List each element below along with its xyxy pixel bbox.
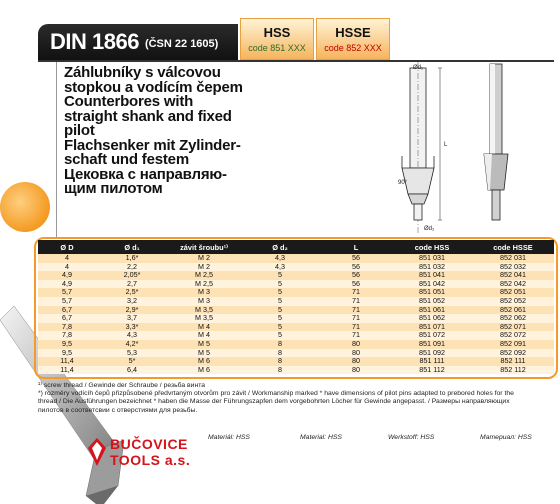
- table-cell: 56: [320, 263, 392, 272]
- table-cell: 852 091: [472, 340, 554, 349]
- table-cell: 5: [240, 297, 320, 306]
- table-cell: 5: [240, 314, 320, 323]
- table-cell: 71: [320, 306, 392, 315]
- orange-dot-decoration: [0, 182, 50, 232]
- table-cell: 56: [320, 254, 392, 263]
- table-cell: 852 032: [472, 263, 554, 272]
- table-cell: 9,5: [38, 349, 96, 358]
- table-cell: 4,2*: [96, 340, 168, 349]
- table-cell: 851 092: [392, 349, 472, 358]
- col-header-code-hss: code HSS: [392, 240, 472, 254]
- table-cell: 5: [240, 306, 320, 315]
- table-cell: 80: [320, 357, 392, 366]
- table-cell: M 6: [168, 366, 240, 375]
- table-cell: 4,3: [240, 263, 320, 272]
- table-cell: 9,5: [38, 340, 96, 349]
- table-cell: M 2,5: [168, 280, 240, 289]
- footnote-line: ¹⁾ screw thread / Gewinde der Schraube / резьба винта: [38, 382, 206, 389]
- table-row: [38, 357, 554, 366]
- footer-material-en: Material: HSS: [300, 434, 342, 441]
- table-cell: 2,9*: [96, 306, 168, 315]
- table-cell: 8: [240, 366, 320, 375]
- logo-line-1: BUČOVICE: [110, 436, 188, 452]
- table-cell: 8: [240, 357, 320, 366]
- table-cell: M 5: [168, 340, 240, 349]
- table-row: [38, 263, 554, 272]
- table-cell: 851 111: [392, 357, 472, 366]
- table-cell: 851 041: [392, 271, 472, 280]
- title-line: pilot: [64, 122, 95, 139]
- table-cell: 2,2: [96, 263, 168, 272]
- table-cell: 851 051: [392, 288, 472, 297]
- table-cell: 3,7: [96, 314, 168, 323]
- table-cell: M 4: [168, 323, 240, 332]
- table-cell: 5: [240, 288, 320, 297]
- table-row: [38, 349, 554, 358]
- footnote-line: пилотов в соответсвии с отверстиями для резьбы.: [38, 406, 198, 414]
- dimension-table: [38, 240, 554, 374]
- title-line: щим пилотом: [64, 180, 163, 197]
- table-cell: 5: [240, 280, 320, 289]
- table-cell: 4,3: [96, 331, 168, 340]
- title-line: Záhlubníky s válcovou: [64, 64, 221, 81]
- table-cell: 5,7: [38, 297, 96, 306]
- table-row: [38, 331, 554, 340]
- table-cell: 851 091: [392, 340, 472, 349]
- title-line: Цековка с направляю-: [64, 165, 227, 183]
- company-logo: [110, 436, 190, 468]
- material-code: code 851 XXX: [248, 43, 306, 53]
- table-cell: 11,4: [38, 357, 96, 366]
- table-cell: 71: [320, 323, 392, 332]
- footer-material-ru: Материал: HSS: [480, 434, 532, 441]
- drawing-d1-label: Ød₁: [412, 65, 424, 71]
- table-cell: M 6: [168, 357, 240, 366]
- table-cell: 852 072: [472, 331, 554, 340]
- material-code: code 852 XXX: [324, 43, 382, 53]
- table-cell: 851 052: [392, 297, 472, 306]
- table-cell: M 3,5: [168, 306, 240, 315]
- table-cell: 8: [240, 349, 320, 358]
- table-cell: 4: [38, 254, 96, 263]
- table-cell: 851 031: [392, 254, 472, 263]
- table-cell: M 2: [168, 263, 240, 272]
- table-cell: 5: [240, 271, 320, 280]
- table-cell: 851 032: [392, 263, 472, 272]
- col-header-length: L: [320, 240, 392, 254]
- table-row: [38, 271, 554, 280]
- table-row: [38, 280, 554, 289]
- table-cell: 71: [320, 331, 392, 340]
- table-row: [38, 297, 554, 306]
- table-cell: 80: [320, 349, 392, 358]
- table-cell: 2,7: [96, 280, 168, 289]
- table-cell: 852 051: [472, 288, 554, 297]
- table-cell: 8: [240, 340, 320, 349]
- title-divider: [56, 62, 57, 237]
- material-name: HSS: [263, 25, 291, 40]
- material-tab-hss: [240, 18, 314, 60]
- table-cell: M 5: [168, 349, 240, 358]
- table-cell: M 3,5: [168, 314, 240, 323]
- technical-drawing: [372, 60, 552, 240]
- col-header-code-hsse: code HSSE: [472, 240, 554, 254]
- table-cell: 852 061: [472, 306, 554, 315]
- table-cell: M 4: [168, 331, 240, 340]
- table-row: [38, 306, 554, 315]
- table-cell: 56: [320, 280, 392, 289]
- table-cell: 5,3: [96, 349, 168, 358]
- drawing-angle-label: 90°: [398, 180, 408, 186]
- table-cell: 852 071: [472, 323, 554, 332]
- table-cell: 852 042: [472, 280, 554, 289]
- table-cell: 11,4: [38, 366, 96, 375]
- table-row: [38, 254, 554, 263]
- table-cell: 1,6*: [96, 254, 168, 263]
- table-cell: 4,9: [38, 271, 96, 280]
- table-cell: 852 062: [472, 314, 554, 323]
- table-cell: 851 062: [392, 314, 472, 323]
- col-header-d1: Ø d₁: [96, 240, 168, 254]
- table-cell: 5: [240, 323, 320, 332]
- table-cell: 7,8: [38, 323, 96, 332]
- table-row: [38, 340, 554, 349]
- table-cell: M 2: [168, 254, 240, 263]
- title-line: Flachsenker mit Zylinder-: [64, 136, 241, 154]
- table-cell: 80: [320, 340, 392, 349]
- csn-standard-label: (ČSN 22 1605): [144, 38, 219, 50]
- table-cell: 3,3*: [96, 323, 168, 332]
- table-cell: 6,4: [96, 366, 168, 375]
- table-cell: 851 042: [392, 280, 472, 289]
- table-cell: 852 092: [472, 349, 554, 358]
- table-cell: 5,7: [38, 288, 96, 297]
- table-cell: 852 031: [472, 254, 554, 263]
- table-cell: 3,2: [96, 297, 168, 306]
- table-row: [38, 314, 554, 323]
- table-cell: M 2,5: [168, 271, 240, 280]
- footnote-line: thread / Die Ausführungen bezeichnet * haben die Masse der Führungszapfen dem vorgebohrten Löcher für Gewinde angepasst. / Размеры направляющих: [38, 398, 510, 406]
- table-cell: 851 112: [392, 366, 472, 375]
- col-header-d2: Ø d₂: [240, 240, 320, 254]
- footer-material-cz: Materiál: HSS: [208, 434, 250, 441]
- col-header-d: Ø D: [38, 240, 96, 254]
- table-cell: 851 071: [392, 323, 472, 332]
- table-header-row: [38, 240, 554, 254]
- table-row: [38, 323, 554, 332]
- table-cell: 852 052: [472, 297, 554, 306]
- drawing-d2-label: Ød₂: [424, 226, 435, 232]
- material-tab-hsse: [316, 18, 390, 60]
- table-cell: 71: [320, 314, 392, 323]
- title-line: straight shank and fixed: [64, 107, 232, 125]
- table-cell: 6,7: [38, 314, 96, 323]
- material-name: HSSE: [335, 25, 371, 40]
- drawing-length-label: L: [444, 142, 448, 148]
- footer-material-de: Werkstoff: HSS: [388, 434, 435, 441]
- table-cell: 6,7: [38, 306, 96, 315]
- table-cell: 5*: [96, 357, 168, 366]
- table-row: [38, 288, 554, 297]
- logo-mark-icon: [88, 438, 106, 466]
- table-cell: 851 072: [392, 331, 472, 340]
- logo-line-2: TOOLS a.s.: [110, 452, 191, 468]
- col-header-thread: závit šroubu¹⁾: [168, 240, 240, 254]
- table-cell: 56: [320, 271, 392, 280]
- table-cell: 4,9: [38, 280, 96, 289]
- footnote-line: *) rozměry vodícíh čepů přizpůsobené předvrtaným otvorům pro závit / Workmanship marked * have dimensions of pilot pins adapted to prebored holes for the: [38, 390, 514, 398]
- table-row: [38, 366, 554, 375]
- table-cell: 71: [320, 288, 392, 297]
- table-cell: 80: [320, 366, 392, 375]
- title-line: Counterbores with: [64, 93, 194, 110]
- table-cell: 852 111: [472, 357, 554, 366]
- table-cell: 4: [38, 263, 96, 272]
- table-cell: 5: [240, 331, 320, 340]
- table-cell: 851 061: [392, 306, 472, 315]
- table-cell: 2,05*: [96, 271, 168, 280]
- product-titles: [64, 66, 274, 197]
- table-cell: M 3: [168, 297, 240, 306]
- table-cell: 852 112: [472, 366, 554, 375]
- table-cell: 7,8: [38, 331, 96, 340]
- title-line: stopkou a vodícím čepem: [64, 78, 243, 96]
- din-standard-title: DIN 1866: [50, 29, 139, 54]
- table-cell: 71: [320, 297, 392, 306]
- table-cell: 852 041: [472, 271, 554, 280]
- table-cell: M 3: [168, 288, 240, 297]
- catalog-header: [38, 24, 238, 60]
- title-line: schaft und festem: [64, 151, 189, 168]
- footnotes: [38, 382, 558, 415]
- table-cell: 4,3: [240, 254, 320, 263]
- table-cell: 2,5*: [96, 288, 168, 297]
